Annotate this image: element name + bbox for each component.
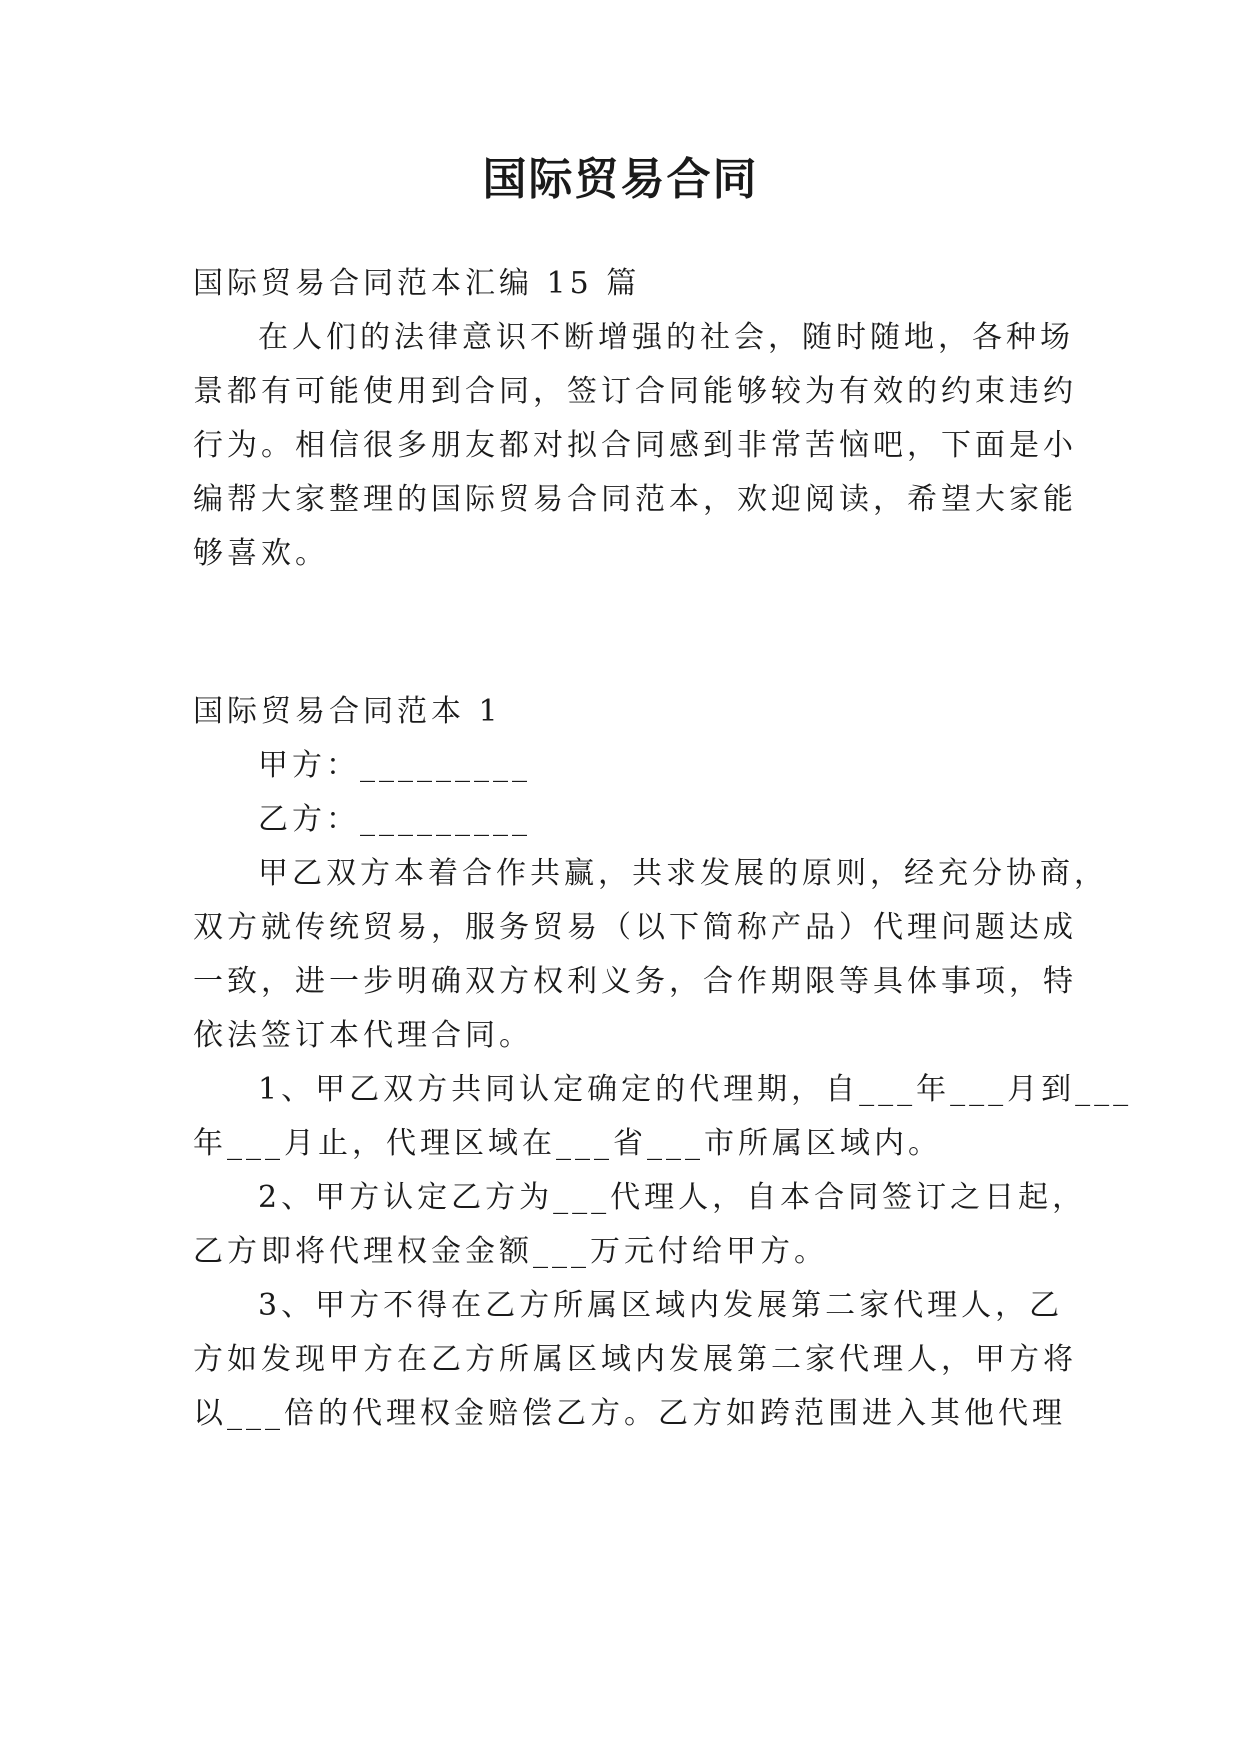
party-b-line: 乙方：_________ [258, 802, 531, 837]
preamble-line-4: 依法签订本代理合同。 [193, 1018, 533, 1053]
preamble-line-1: 甲乙双方本着合作共赢，共求发展的原则，经充分协商， [258, 856, 1108, 891]
intro-line-2: 景都有可能使用到合同，签订合同能够较为有效的约束违约 [193, 374, 1077, 409]
document-title: 国际贸易合同 [482, 154, 759, 205]
clause-3-line-1: 3、甲方不得在乙方所属区域内发展第二家代理人，乙 [258, 1288, 1064, 1323]
clause-3-line-3: 以___倍的代理权金赔偿乙方。乙方如跨范围进入其他代理 [193, 1396, 1066, 1431]
section-heading: 国际贸易合同范本 1 [193, 694, 502, 729]
clause-1-line-1: 1、甲乙双方共同认定确定的代理期，自___年___月到___ [258, 1072, 1133, 1107]
intro-line-3: 行为。相信很多朋友都对拟合同感到非常苦恼吧，下面是小 [193, 428, 1077, 463]
party-a-line: 甲方：_________ [258, 748, 531, 783]
clause-2-line-1: 2、甲方认定乙方为___代理人，自本合同签订之日起， [258, 1180, 1087, 1215]
intro-line-5: 够喜欢。 [193, 536, 329, 571]
intro-line-1: 在人们的法律意识不断增强的社会，随时随地，各种场 [258, 320, 1074, 355]
collection-heading: 国际贸易合同范本汇编 15 篇 [193, 266, 641, 301]
intro-line-4: 编帮大家整理的国际贸易合同范本，欢迎阅读，希望大家能 [193, 482, 1077, 517]
clause-2-line-2: 乙方即将代理权金金额___万元付给甲方。 [193, 1234, 828, 1269]
preamble-line-3: 一致，进一步明确双方权利义务，合作期限等具体事项，特 [193, 964, 1077, 999]
preamble-line-2: 双方就传统贸易，服务贸易（以下简称产品）代理问题达成 [193, 910, 1077, 945]
clause-1-line-2: 年___月止，代理区域在___省___市所属区域内。 [193, 1126, 942, 1161]
clause-3-line-2: 方如发现甲方在乙方所属区域内发展第二家代理人，甲方将 [193, 1342, 1077, 1377]
